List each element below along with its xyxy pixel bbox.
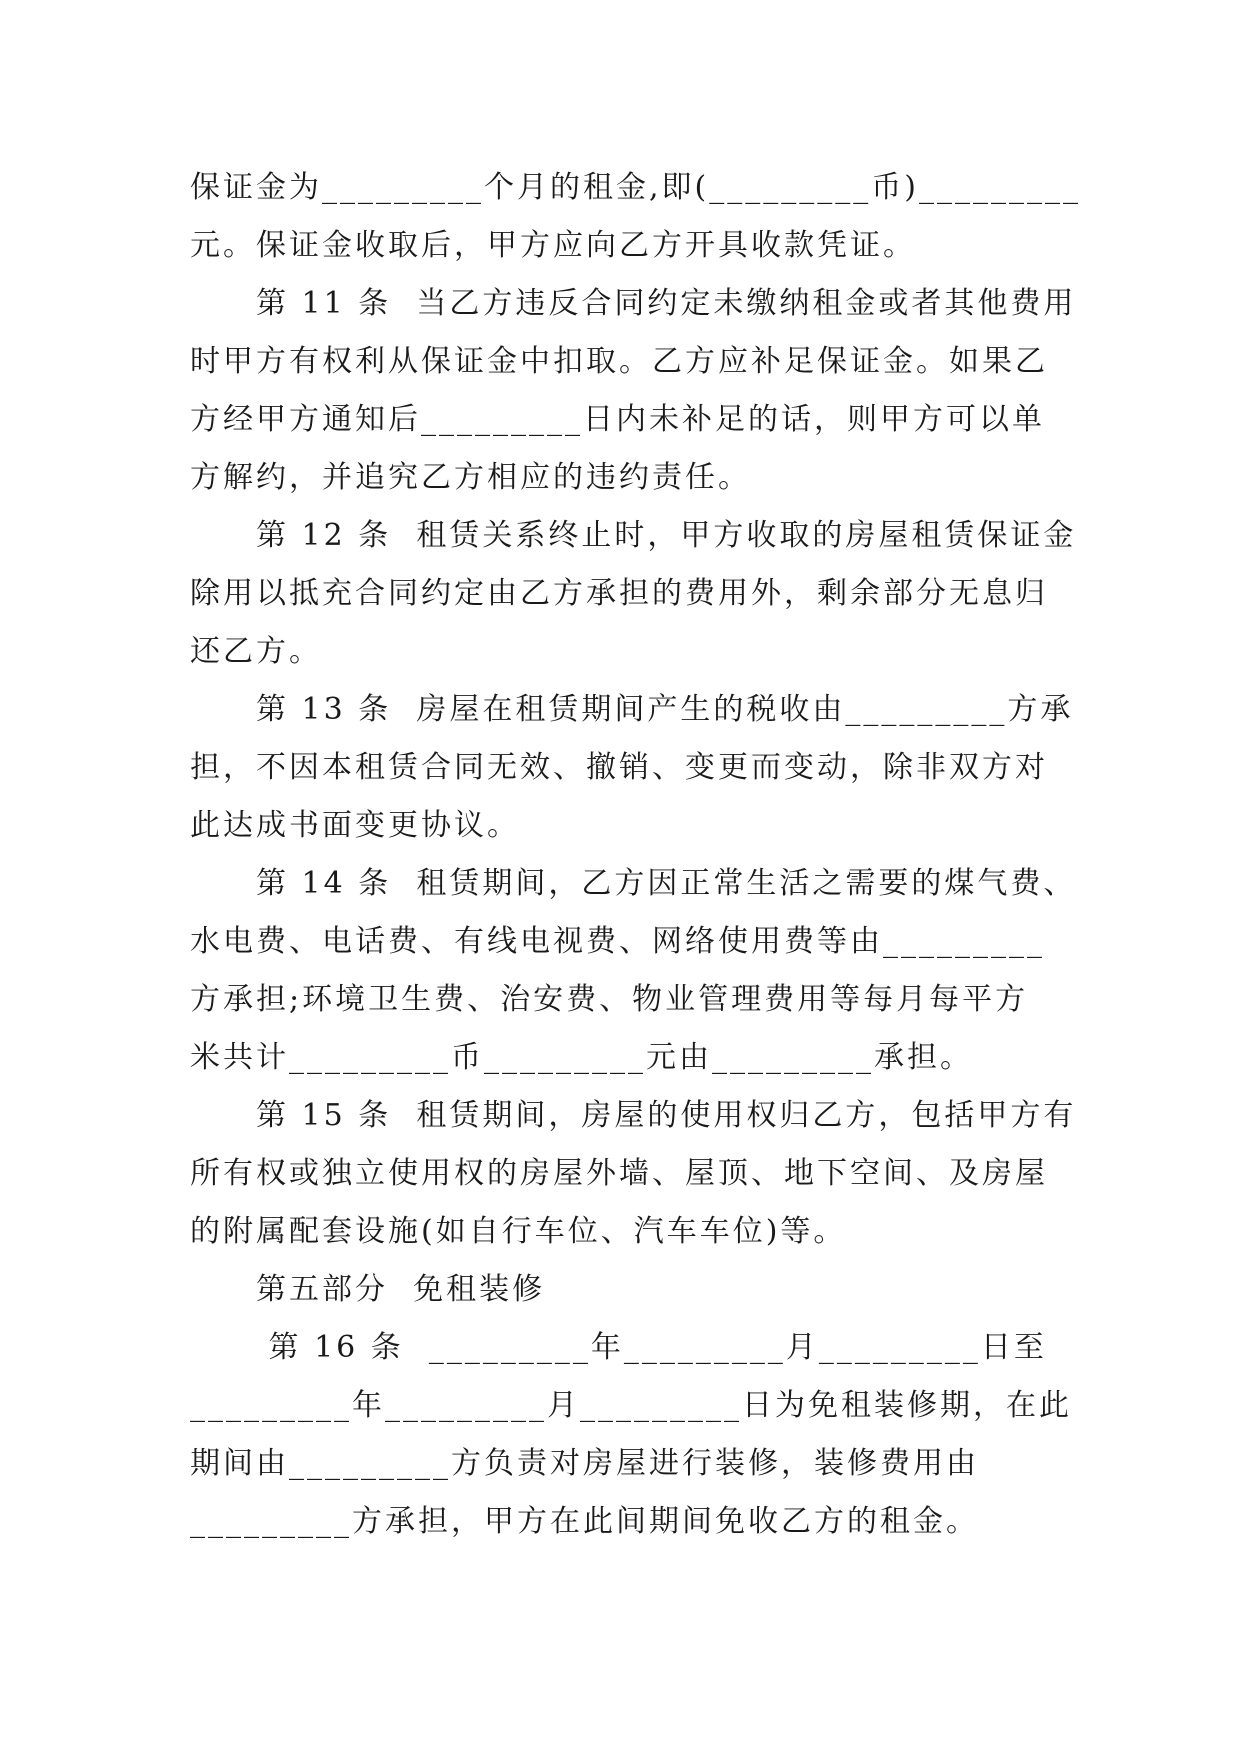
- text-line: 方解约，并追究乙方相应的违约责任。: [190, 460, 751, 495]
- article-14-line: 第 14 条 租赁期间，乙方因正常生活之需要的煤气费、: [256, 866, 1077, 901]
- text-line: 米共计_________币_________元由_________承担。: [190, 1040, 973, 1075]
- text-line: 时甲方有权利从保证金中扣取。乙方应补足保证金。如果乙: [190, 344, 1048, 379]
- text-line: 所有权或独立使用权的房屋外墙、屋顶、地下空间、及房屋: [190, 1156, 1048, 1191]
- text-line: 还乙方。: [190, 634, 322, 669]
- text-line: 担，不因本租赁合同无效、撤销、变更而变动，除非双方对: [190, 750, 1048, 785]
- article-16-line: 第 16 条 _________年_________月_________日至: [256, 1330, 1047, 1365]
- text-line: 方经甲方通知后_________日内未补足的话，则甲方可以单: [190, 402, 1045, 437]
- article-13-line: 第 13 条 房屋在租赁期间产生的税收由_________方承: [256, 692, 1074, 727]
- text-line: 水电费、电话费、有线电视费、网络使用费等由_________: [190, 924, 1045, 959]
- text-line: 方承担;环境卫生费、治安费、物业管理费用等每月每平方: [190, 982, 1029, 1017]
- text-line: 除用以抵充合同约定由乙方承担的费用外，剩余部分无息归: [190, 576, 1048, 611]
- section-heading: 第五部分 免租装修: [256, 1272, 546, 1307]
- article-15-line: 第 15 条 租赁期间，房屋的使用权归乙方，包括甲方有: [256, 1098, 1077, 1133]
- text-line: 的附属配套设施(如自行车位、汽车车位)等。: [190, 1214, 847, 1249]
- article-12-line: 第 12 条 租赁关系终止时，甲方收取的房屋租赁保证金: [256, 518, 1077, 553]
- text-line: _________年_________月_________日为免租装修期，在此: [190, 1388, 1072, 1423]
- text-line: 此达成书面变更协议。: [190, 808, 520, 843]
- text-line: _________方承担，甲方在此间期间免收乙方的租金。: [190, 1504, 979, 1539]
- article-11-line: 第 11 条 当乙方违反合同约定未缴纳租金或者其他费用: [256, 286, 1077, 321]
- text-line: 元。保证金收取后，甲方应向乙方开具收款凭证。: [190, 228, 916, 263]
- text-line: 保证金为_________个月的租金,即(_________币)_________: [190, 170, 1081, 205]
- text-line: 期间由_________方负责对房屋进行装修，装修费用由: [190, 1446, 979, 1481]
